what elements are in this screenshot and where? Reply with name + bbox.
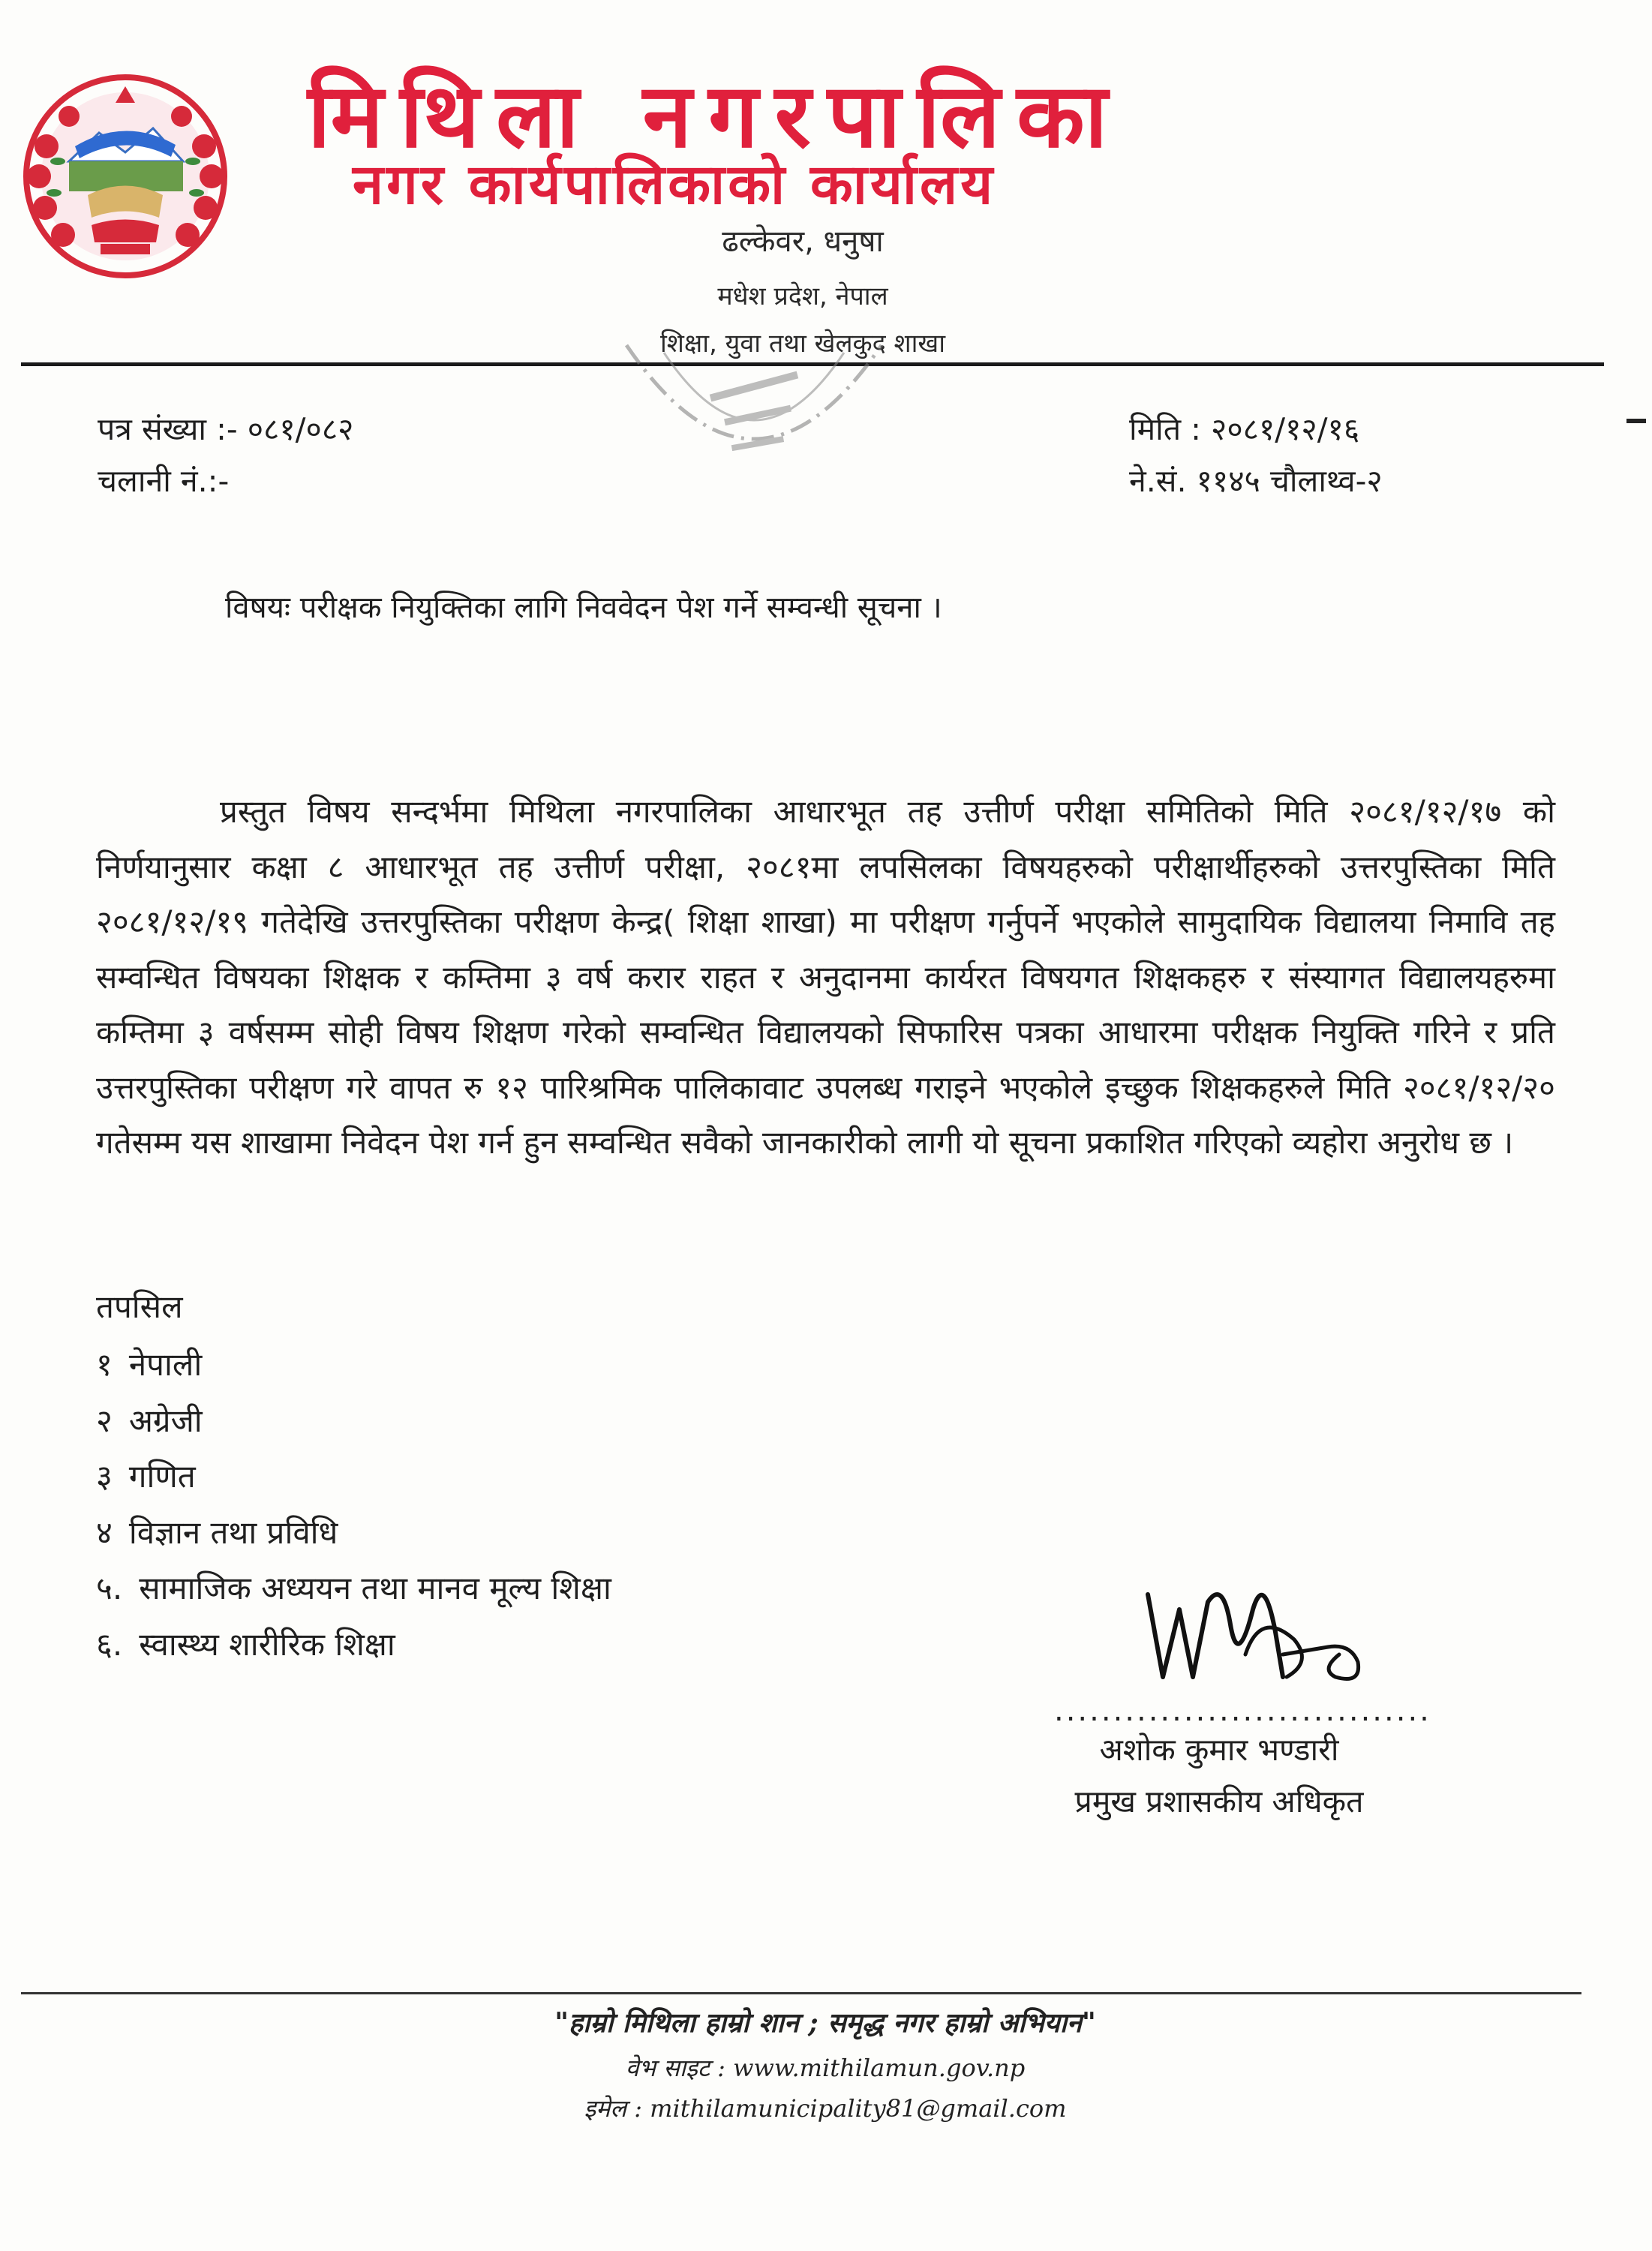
municipality-name: मिथिला नगरपालिका: [308, 63, 1125, 167]
list-item-number: २: [96, 1402, 113, 1439]
dispatch-number: चलानी नं.:-: [98, 463, 230, 499]
list-item-name: नेपाली: [128, 1346, 203, 1383]
list-item-name: गणित: [128, 1458, 196, 1495]
list-item: [96, 1337, 611, 1393]
list-item: [96, 1561, 611, 1617]
list-item-number: ५.: [96, 1570, 123, 1606]
list-item-name: स्वास्थ्य शारीरिक शिक्षा: [139, 1625, 395, 1663]
list-item-number: ३: [96, 1458, 113, 1495]
list-item: [96, 1449, 611, 1505]
margin-mark: [1626, 419, 1646, 423]
list-item-name: अग्रेजी: [128, 1402, 203, 1439]
list-item-name: विज्ञान तथा प्रविधि: [128, 1513, 338, 1551]
list-item: [96, 1505, 611, 1561]
list-item: [96, 1393, 611, 1450]
office-name: नगर कार्यपालिकाको कार्यालय: [353, 152, 996, 217]
signatory-name: अशोक कुमार भण्डारी: [1099, 1732, 1339, 1768]
nepal-emblem-icon: [17, 64, 234, 281]
list-item: [96, 1617, 611, 1673]
list-item-name: सामाजिक अध्ययन तथा मानव मूल्य शिक्षा: [139, 1570, 611, 1606]
branch-line: शिक्षा, युवा तथा खेलकुद शाखा: [659, 329, 946, 359]
issue-date: मिति : २०८१/१२/१६: [1129, 411, 1360, 447]
office-address: ढल्केवर, धनुषा: [722, 224, 884, 259]
footer-slogan: "हाम्रो मिथिला हाम्रो शान ; समृद्ध नगर हाम्रो अभियान": [554, 2007, 1096, 2039]
footer-email: इमेल : mithilamunicipality81@gmail.com: [584, 2094, 1067, 2123]
office-seal-icon: [611, 338, 897, 518]
schedule-label: तपसिल: [96, 1288, 183, 1325]
province-line: मधेश प्रदेश, नेपाल: [717, 281, 888, 311]
notice-subject: विषयः परीक्षक नियुक्तिका लागि निववेदन पेश गर्ने सम्वन्धी सूचना ।: [225, 591, 942, 625]
footer-divider: [21, 1992, 1581, 1994]
notice-body: प्रस्तुत विषय सन्दर्भमा मिथिला नगरपालिका आधारभूत तह उत्तीर्ण परीक्षा समितिको मिति २०८१/१२/१७ को निर्णयानुसार कक्षा ८ आधारभूत तह उत्तीर्ण परीक्षा, २०८१मा लपसिलका विषयहरुको परीक्षार्थीहरुको उत्तरपुस्तिका मिति २०८१/१२/१९ गतेदेखि उत्तरपुस्तिका परीक्षण केन्द्र( शिक्षा शाखा) मा परीक्षण गर्नुपर्ने भएकोले सामुदायिक विद्यालया निमावि तह सम्वन्धित विषयका शिक्षक र कम्तिमा ३ वर्ष करार राहत र अनुदानमा कार्यरत विषयगत शिक्षकहरु र संस्यागत विद्यालयहरुमा कम्तिमा ३ वर्षसम्म सोही विषय शिक्षण गरेको सम्वन्धित विद्यालयको सिफारिस पत्रका आधारमा परीक्षक नियुक्ति गरिने र प्रति उत्तरपुस्तिका परीक्षण गरे वापत रु १२ पारिश्रमिक पालिकावाट उपलब्ध गराइने भएकोले इच्छुक शिक्षकहरुले मिति २०८१/१२/२० गतेसम्म यस शाखामा निवेदन पेश गर्न हुन सम्वन्धित सवैको जानकारीको लागी यो सूचना प्रकाशित गरिएको व्यहोरा अनुरोध छ ।: [96, 793, 1555, 1161]
nepal-sambat-date: ने.सं. ११४५ चौलाथ्व-२: [1129, 463, 1383, 499]
letter-number: पत्र संख्या :- ०८१/०८२: [98, 411, 354, 447]
signatory-title: प्रमुख प्रशासकीय अधिकृत: [1074, 1784, 1364, 1820]
list-item-number: ६.: [96, 1625, 123, 1663]
list-item-number: ४: [96, 1513, 113, 1551]
footer-website: वेभ साइट : www.mithilamun.gov.np: [625, 2054, 1026, 2082]
signature-line: ................................: [1054, 1694, 1431, 1728]
subject-list: [96, 1337, 611, 1672]
list-item-number: १: [96, 1346, 113, 1383]
